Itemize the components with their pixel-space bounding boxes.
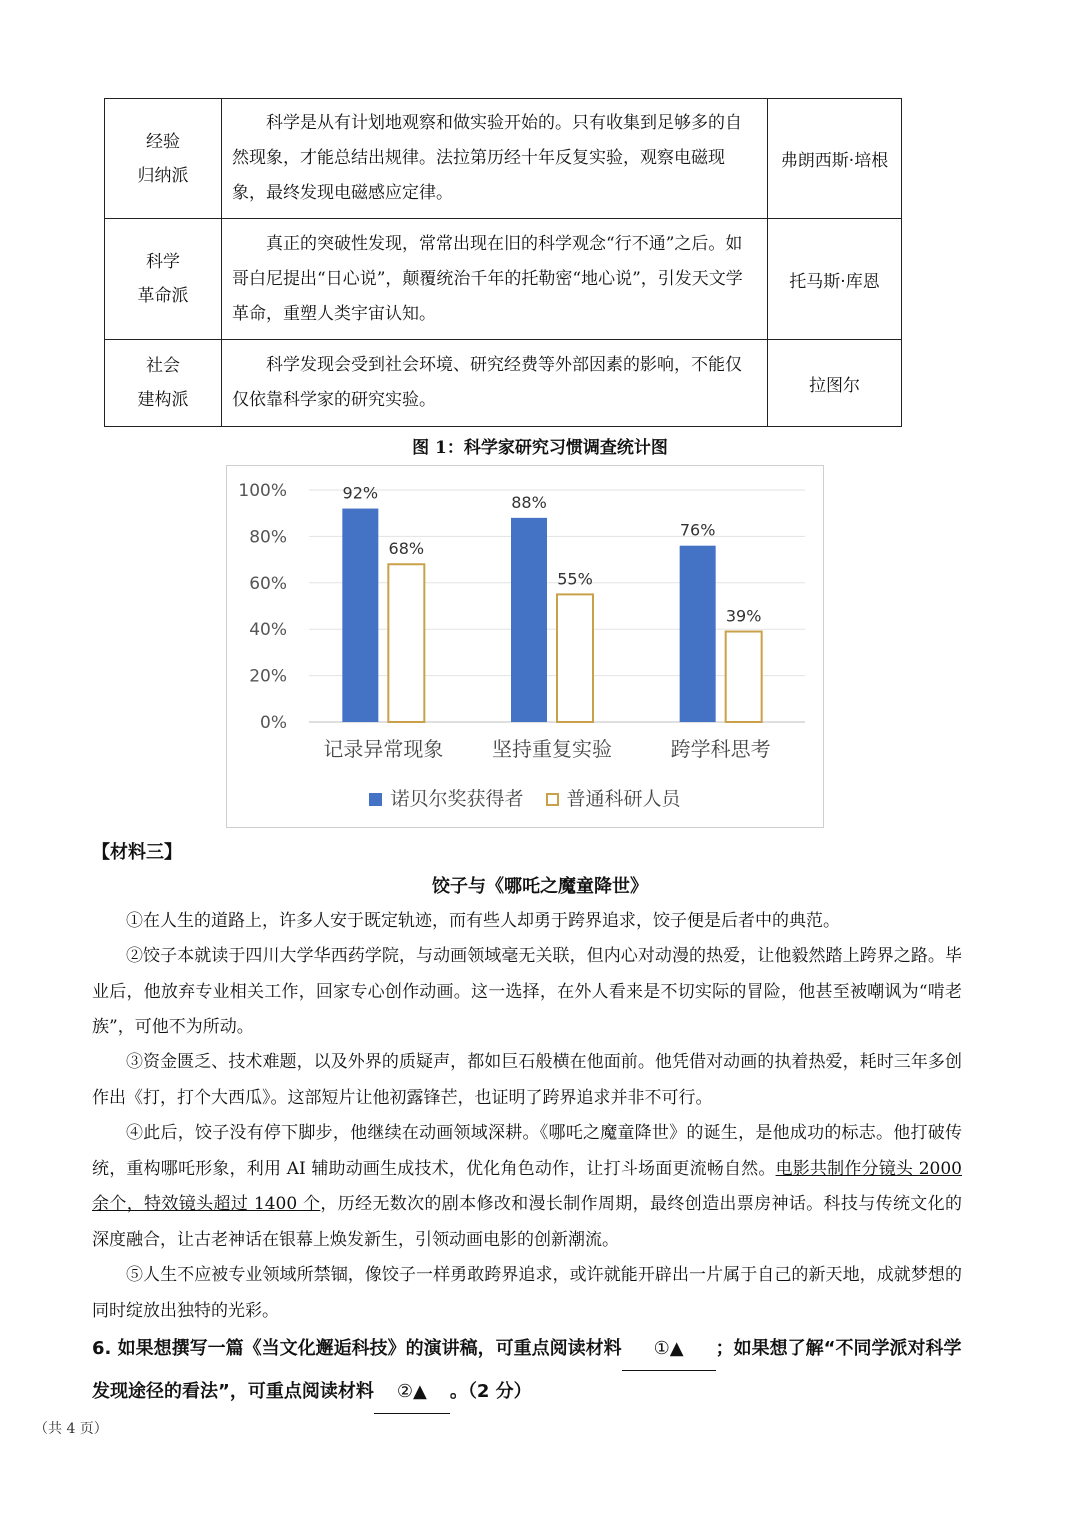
- school-name-line: 科学: [146, 252, 180, 272]
- legend-label: 诺贝尔奖获得者: [390, 788, 524, 810]
- school-name-cell: [105, 340, 222, 427]
- y-tick-label: 60%: [249, 573, 287, 594]
- representative-cell: [768, 340, 902, 427]
- data-label: 55%: [557, 569, 593, 589]
- paragraph-1: ①在人生的道路上，许多人安于既定轨迹，而有些人却勇于跨界追求，饺子便是后者中的典范。: [126, 911, 840, 931]
- school-description-cell: [222, 340, 768, 427]
- school-name-cell: [105, 219, 222, 340]
- underlined-sentence: 电影共制作分镜头 2000 余个，特效镜头超过 1400 个: [92, 1158, 962, 1214]
- data-label: 92%: [342, 483, 379, 503]
- y-tick-label: 0%: [260, 713, 287, 733]
- school-name-line: 归纳派: [137, 165, 189, 186]
- school-table: [104, 98, 902, 427]
- school-name-line: 建构派: [137, 390, 189, 410]
- y-tick-label: 80%: [249, 527, 287, 548]
- legend-swatch: [369, 793, 382, 806]
- answer-blank-2[interactable]: ②▲: [374, 1371, 450, 1414]
- paragraph-4-text: ④此后，饺子没有停下脚步，他继续在动画领域深耕。《哪吒之魔童降世》的诞生，是他成功的标志。他打破传统，重构哪吒形象，利用 AI 辅助动画生成技术，优化角色动作，让打斗场面更流畅自然。: [92, 1123, 962, 1179]
- data-label: 68%: [388, 539, 425, 559]
- school-name-cell: [105, 99, 222, 219]
- bar: [342, 509, 378, 722]
- paragraph-3: ③资金匮乏、技术难题，以及外界的质疑声，都如巨石般横在他面前。他凭借对动画的执着热爱，耗时三年多创作出《打，打个大西瓜》。这部短片让他初露锋芒，也证明了跨界追求并非不可行。: [92, 1052, 962, 1108]
- y-tick-label: 20%: [249, 666, 287, 687]
- representative-name: 拉图尔: [809, 375, 860, 396]
- school-description-cell: [222, 99, 768, 219]
- bar: [511, 518, 547, 722]
- school-description: 科学发现会受到社会环境、研究经费等外部因素的影响，不能仅仅依靠科学家的研究实验。: [232, 355, 742, 410]
- school-description-cell: [222, 219, 768, 340]
- table-row: [105, 340, 902, 427]
- paragraph-4-text: ，历经无数次的剧本修改和漫长制作周期，最终创造出票房神话。科技与传统文化的深度融合，让古老神话在银幕上焕发新生，引领动画电影的创新潮流。: [92, 1194, 963, 1250]
- material-label: 【材料三】: [92, 842, 182, 863]
- representative-cell: [768, 219, 902, 340]
- article-title: 饺子与《哪吒之魔童降世》: [432, 876, 648, 897]
- y-tick-label: 40%: [249, 620, 287, 641]
- data-label: 88%: [511, 492, 547, 512]
- x-category-label: 跨学科思考: [670, 737, 771, 761]
- question-text: 。（2 分）: [449, 1381, 532, 1402]
- figure-title: 图 1：科学家研究习惯调查统计图: [412, 438, 668, 458]
- question-6: [92, 1328, 964, 1414]
- bar: [680, 546, 716, 722]
- school-name-line: 经验: [146, 131, 180, 152]
- bar-chart: [226, 465, 824, 828]
- legend-item: [369, 784, 523, 811]
- table-row: [105, 219, 902, 340]
- representative-cell: [768, 99, 902, 219]
- legend-item: [546, 784, 681, 811]
- bar: [557, 594, 593, 722]
- x-category-label: 坚持重复实验: [492, 737, 612, 761]
- bar: [388, 564, 424, 722]
- x-category-label: 记录异常现象: [323, 737, 444, 761]
- legend-swatch: [546, 793, 559, 806]
- school-name-line: 革命派: [137, 286, 189, 306]
- school-description: 真正的突破性发现，常常出现在旧的科学观念“行不通”之后。如哥白尼提出“日心说”，颠覆统治千年的托勒密“地心说”，引发天文学革命，重塑人类宇宙认知。: [232, 233, 743, 324]
- paragraph-5: ⑤人生不应被专业领域所禁锢，像饺子一样勇敢跨界追求，或许就能开辟出一片属于自己的新天地，成就梦想的同时绽放出独特的光彩。: [92, 1265, 962, 1321]
- question-text: ；如果想了解“不同学派对科学发现途径的看法”，可重点阅读材料: [92, 1338, 962, 1402]
- data-label: 39%: [725, 606, 762, 626]
- y-tick-label: 100%: [238, 481, 287, 501]
- answer-blank-1[interactable]: ①▲: [622, 1328, 716, 1371]
- paragraph-2: ②饺子本就读于四川大学华西药学院，与动画领域毫无关联，但内心对动漫的热爱，让他毅然踏上跨界之路。毕业后，他放弃专业相关工作，回家专心创作动画。这一选择，在外人看来是不切实际的冒险，他甚至被嘲讽为“啃老族”，可他不为所动。: [92, 946, 962, 1037]
- school-name-line: 社会: [146, 356, 180, 376]
- question-text: 6. 如果想撰写一篇《当文化邂逅科技》的演讲稿，可重点阅读材料: [92, 1338, 622, 1359]
- chart-canvas: [227, 466, 823, 827]
- chart-legend: [227, 784, 823, 811]
- paragraph-4: [92, 1116, 962, 1258]
- representative-name: 托马斯·库恩: [789, 271, 880, 292]
- table-row: [105, 99, 902, 219]
- data-label: 76%: [679, 520, 716, 540]
- school-description: 科学是从有计划地观察和做实验开始的。只有收集到足够多的自然现象，才能总结出规律。法拉第历经十年反复实验，观察电磁现象，最终发现电磁感应定律。: [232, 113, 742, 203]
- legend-label: 普通科研人员: [566, 788, 681, 810]
- page-footer: （共 4 页）: [34, 1421, 108, 1437]
- bar: [726, 632, 762, 722]
- representative-name: 弗朗西斯·培根: [780, 151, 889, 171]
